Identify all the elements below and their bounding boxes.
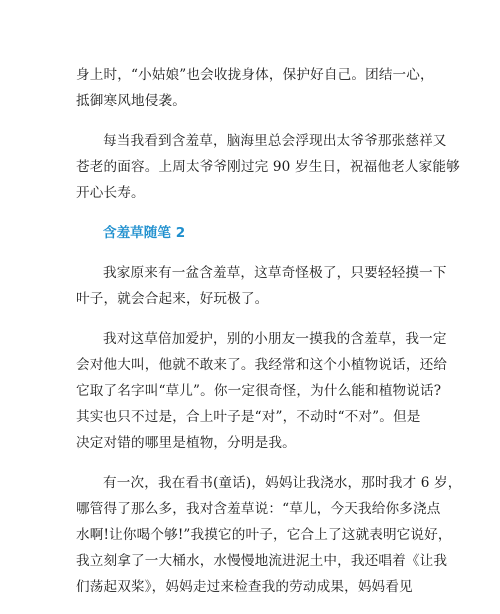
text-line: 们荡起双桨》，妈妈走过来检查我的劳动成果，妈妈看见 [76,579,413,595]
text-line: 苍老的面容。上周太爷爷刚过完 90 岁生日，祝福他老人家能够 [76,159,460,175]
paragraph-section-2 [76,326,448,456]
paragraph-section-3 [76,470,462,600]
text-line: 水啊!让你喝个够!”我摸它的叶子，它合上了这就表明它说好， [76,527,452,543]
paragraph-section-1 [76,260,447,312]
section-heading: 含羞草随笔 2 [103,225,186,241]
text-line: 抵御寒风地侵袭。 [76,93,186,109]
text-line: 会对他大叫，他就不敢来了。我经常和这个小植物说话，还给 [76,357,448,373]
text-line: 哪管得了那么多，我对含羞草说：“草儿，今天我给你多浇点 [76,501,441,517]
text-line: 有一次，我在看书(童话)，妈妈让我浇水，那时我才 6 岁， [103,475,462,491]
text-line: 每当我看到含羞草，脑海里总会浮现出太爷爷那张慈祥又 [103,133,447,149]
text-line: 其实也只不过是，合上叶子是“对”，不动时“不对”。但是 [76,409,421,425]
paragraph-intro-2 [76,128,460,206]
text-line: 我家原来有一盆含羞草，这草奇怪极了，只要轻轻摸一下 [103,265,447,281]
text-line: 我立刻拿了一大桶水，水慢慢地流进泥土中，我还唱着《让我 [76,553,448,569]
text-line: 叶子，就会合起来，好玩极了。 [76,291,269,307]
text-line: 开心长寿。 [76,185,145,201]
text-line: 它取了名字叫“草儿”。你一定很奇怪，为什么能和植物说话? [76,383,442,399]
document-body [76,62,462,614]
text-line: 决定对错的哪里是植物，分明是我。 [76,435,296,451]
text-line: 我对这草倍加爱护，别的小朋友一摸我的含羞草，我一定 [103,331,447,347]
paragraph-intro-1 [76,62,434,114]
text-line: 身上时，“小姑娘”也会收拢身体，保护好自己。团结一心， [76,67,434,83]
